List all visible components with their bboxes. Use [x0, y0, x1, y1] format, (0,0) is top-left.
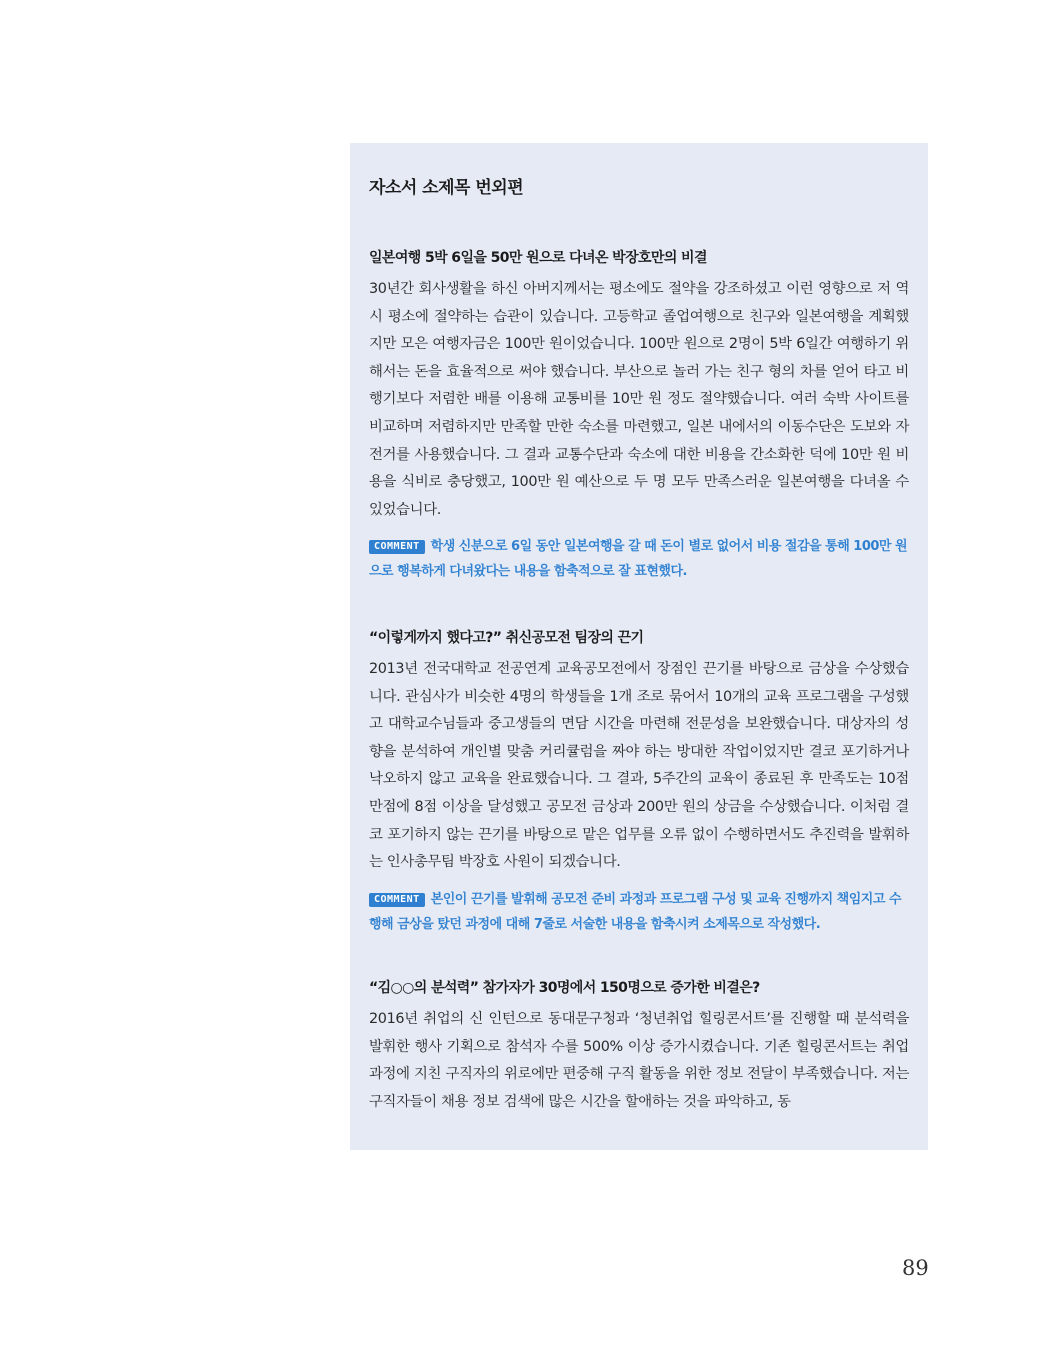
box-title: 자소서 소제목 번외편 [369, 178, 524, 198]
comment-badge: COMMENT [369, 893, 425, 907]
section-3-heading: “김○○의 분석력” 참가자가 30명에서 150명으로 증가한 비결은? [369, 980, 760, 996]
section-1-comment-text: 학생 신분으로 6일 동안 일본여행을 갈 때 돈이 별로 없어서 비용 절감을 통해 100만 원으로 행복하게 다녀왔다는 내용을 함축적으로 잘 표현했다. [369, 539, 908, 580]
section-2 [369, 627, 909, 937]
section-2-heading: “이렇게까지 했다고?” 취신공모전 팀장의 끈기 [369, 630, 644, 646]
section-2-comment [369, 887, 909, 937]
comment-badge: COMMENT [369, 540, 425, 554]
section-1 [369, 247, 909, 584]
section-1-heading: 일본여행 5박 6일을 50만 원으로 다녀온 박장호만의 비결 [369, 250, 707, 266]
section-1-body: 30년간 회사생활을 하신 아버지께서는 평소에도 절약을 강조하셨고 이런 영향으로 저 역시 평소에 절약하는 습관이 있습니다. 고등학교 졸업여행으로 친구와 일본여행을 계획했지만 모은 여행자금은 100만 원이었습니다. 100만 원으로 2명이 5박 6일간 여행하기 위해서는 돈을 효율적으로 써야 했습니다. 부산으로 놀러 가는 친구 형의 차를 얻어 타고 비행기보다 저렴한 배를 이용해 교통비를 10만 원 정도 절약했습니다. 여러 숙박 사이트를 비교하며 저렴하지만 만족할 만한 숙소를 마련했고, 일본 내에서의 이동수단은 도보와 자전거를 사용했습니다. 그 결과 교통수단과 숙소에 대한 비용을 간소화한 덕에 10만 원 비용을 식비로 충당했고, 100만 원 예산으로 두 명 모두 만족스러운 일본여행을 다녀올 수 있었습니다. [369, 281, 909, 518]
sidebar-box [350, 143, 928, 1150]
page-number: 89 [902, 1256, 929, 1280]
section-3-body: 2016년 취업의 신 인턴으로 동대문구청과 ‘청년취업 힐링콘서트’를 진행할 때 분석력을 발휘한 행사 기획으로 참석자 수를 500% 이상 증가시켰습니다. 기존 힐링콘서트는 취업 과정에 지친 구직자의 위로에만 편중해 구직 활동을 위한 정보 전달이 부족했습니다. 저는 구직자들이 채용 정보 검색에 많은 시간을 할애하는 것을 파악하고, 동 [369, 1011, 909, 1110]
section-2-body: 2013년 전국대학교 전공연계 교육공모전에서 장점인 끈기를 바탕으로 금상을 수상했습니다. 관심사가 비슷한 4명의 학생들을 1개 조로 묶어서 10개의 교육 프로그램을 구성했고 대학교수님들과 중고생들의 면담 시간을 마련해 전문성을 보완했습니다. 대상자의 성향을 분석하여 개인별 맞춤 커리큘럼을 짜야 하는 방대한 작업이었지만 결코 포기하거나 낙오하지 않고 교육을 완료했습니다. 그 결과, 5주간의 교육이 종료된 후 만족도는 10점 만점에 8점 이상을 달성했고 공모전 금상과 200만 원의 상금을 수상했습니다. 이처럼 결코 포기하지 않는 끈기를 바탕으로 맡은 업무를 오류 없이 수행하면서도 추진력을 발휘하는 인사총무팀 박장호 사원이 되겠습니다. [369, 661, 909, 871]
section-1-comment [369, 534, 909, 584]
section-3 [369, 977, 909, 1116]
section-2-comment-text: 본인이 끈기를 발휘해 공모전 준비 과정과 프로그램 구성 및 교육 진행까지 책임지고 수행해 금상을 탔던 과정에 대해 7줄로 서술한 내용을 함축시켜 소제목으로 작성했다. [369, 891, 901, 932]
